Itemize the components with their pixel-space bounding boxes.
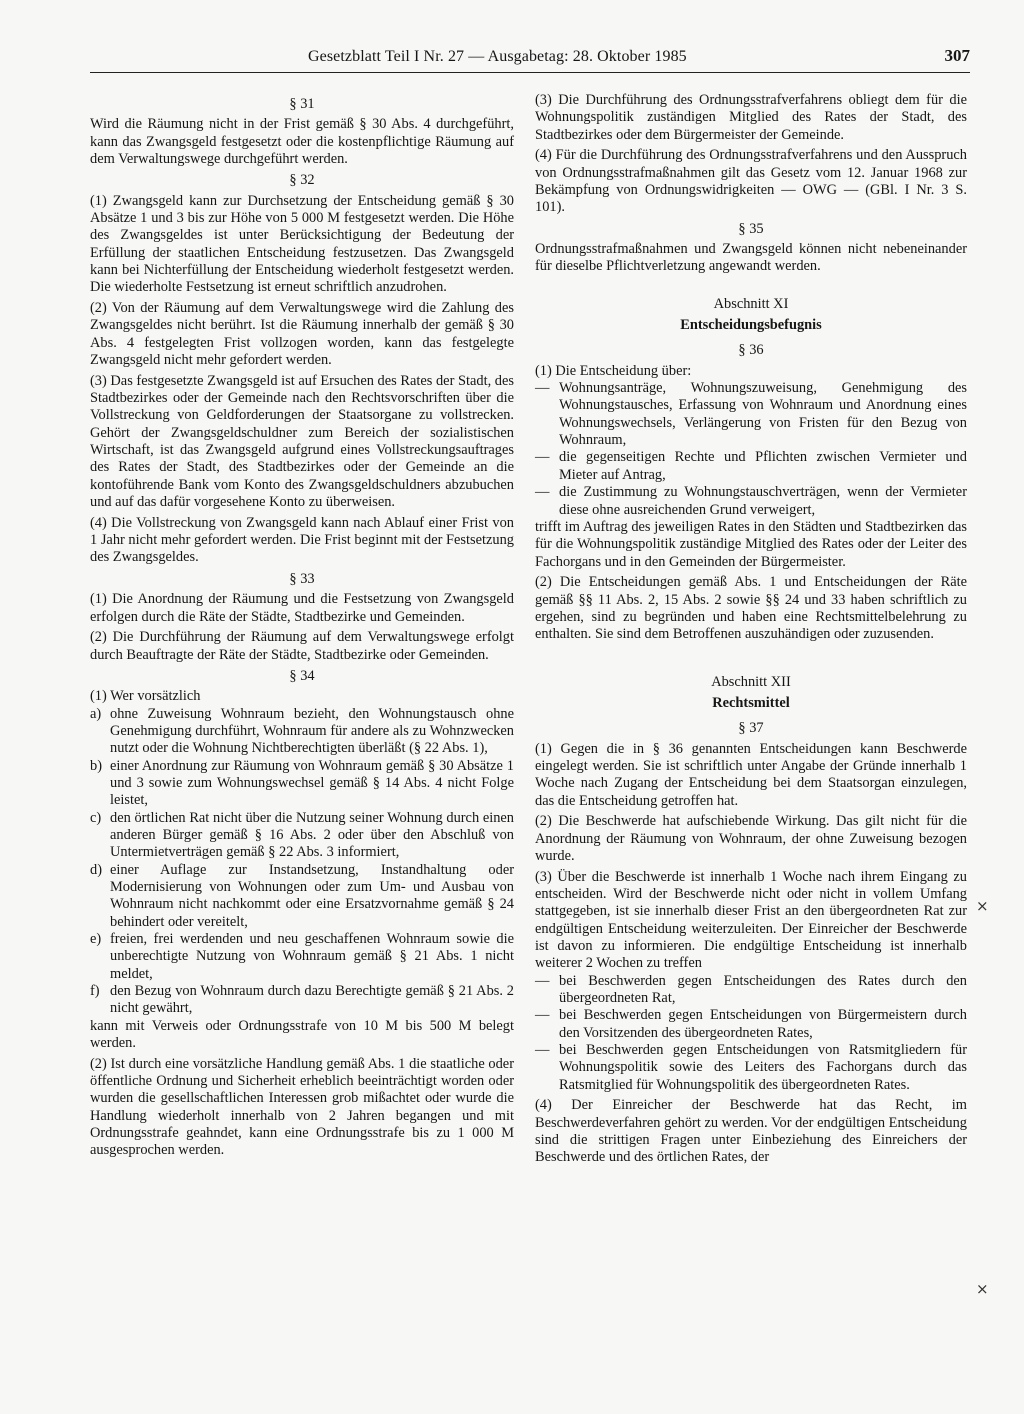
abschnitt-label: Abschnitt XII: [711, 673, 791, 690]
paragraph: (3) Über die Beschwerde ist innerhalb 1 Woche nach ihrem Eingang zu entscheiden. Wird der Beschwerde nicht oder nicht in vollem Umfang stattgegeben, ist sie innerhalb dieser Frist an den übergeordneten Rat zur endgültigen Entscheidung weiterzuleiten. Der Einreicher der Beschwerde ist davon zu informieren. Die endgültige Entscheidung ist innerhalb weiterer 2 Wochen zu treffen: [535, 868, 967, 972]
section-heading-31: § 31: [289, 96, 315, 112]
paragraph: Wird die Räumung nicht in der Frist gemäß § 30 Abs. 4 durchgeführt, kann das Zwangsgeld festgesetzt oder die kostenpflichtige Räumung auf dem Verwaltungswege durchgeführt werden.: [90, 116, 514, 168]
paragraph: (1) Die Anordnung der Räumung und die Festsetzung von Zwangsgeld erfolgen durch die Räte der Städte, Stadtbezirke und Gemeinden.: [90, 591, 514, 625]
item-label: —: [535, 972, 550, 989]
item-label: —: [535, 1042, 550, 1059]
item-text: einer Auflage zur Instandsetzung, Instandhaltung oder Modernisierung von Wohnungen oder zum Um- und Ausbau von Wohnraum nicht nachkommt oder eine Ersatzvornahme gemäß § 24 behindert oder vereitelt,: [110, 861, 514, 930]
paragraph: Ordnungsstrafmaßnahmen und Zwangsgeld können nicht nebeneinander für dieselbe Pflichtverletzung angewandt werden.: [535, 241, 967, 275]
paragraph: (2) Die Beschwerde hat aufschiebende Wirkung. Das gilt nicht für die Anordnung der Räumung von Wohnraum, der ohne Zuweisung bezogen wurde.: [535, 813, 967, 864]
paragraph: trifft im Auftrag des jeweiligen Rates in den Städten und Stadtbezirken das für die Wohnungspolitik zuständige Mitglied des Rates oder der Leiter des Fachorgans und in den Gemeinden der Bürgermeister.: [535, 518, 967, 570]
left-column: [90, 92, 514, 1163]
list-item: [535, 1042, 967, 1094]
section-heading-33: § 33: [289, 570, 315, 587]
paragraph: (1) Gegen die in § 36 genannten Entscheidungen kann Beschwerde eingelegt werden. Sie ist schriftlich unter Angabe der Gründe innerhalb 1 Woche nach Zugang der Entscheidung bei dem Staatsorgan einzulegen, das die Entscheidung getroffen hat.: [535, 740, 967, 809]
paragraph: kann mit Verweis oder Ordnungsstrafe von 10 M bis 500 M belegt werden.: [90, 1017, 514, 1052]
paragraph: (1) Die Entscheidung über:: [535, 362, 692, 379]
paragraph: (3) Das festgesetzte Zwangsgeld ist auf Ersuchen des Rates der Stadt, des Stadtbezirkes oder der Gemeinde nach den Rechtsvorschriften über die Vollstreckung von Geldforderungen der Staatsorgane zu vollstrecken. Gehört der Zwangsgeldschuldner zum Bereich der sozialistischen Wirtschaft, ist das Zwangsgeld aufgrund eines Vollstreckungsauftrages des Rates der Stadt, des Stadtbezirkes oder der Gemeinde an die kontoführende Bank vom Konto des Zwangsgeldschuldners abzubuchen und auf das dafür vorgesehene Konto zu überweisen.: [90, 372, 514, 511]
margin-cross-mark: ×: [976, 1280, 989, 1298]
item-text: den Bezug von Wohnraum durch dazu Berechtigte gemäß § 21 Abs. 2 nicht gewährt,: [110, 983, 514, 1017]
item-label: d): [90, 861, 102, 878]
right-column: [535, 92, 967, 1170]
list-item: [90, 810, 514, 862]
list-item: [90, 862, 514, 931]
list-item: [535, 484, 967, 519]
section-heading-37: § 37: [738, 720, 764, 737]
item-label: c): [90, 809, 102, 826]
list-item: [90, 931, 514, 983]
list-item: [90, 706, 514, 758]
item-text: Wohnungsanträge, Wohnungszuweisung, Genehmigung des Wohnungstausches, Erfassung von Wohnraum und Anordnung eines Wohnungswechsels, Verlängerung von Fristen für den Bezug von Wohnraum,: [559, 380, 967, 449]
section-heading-36: § 36: [738, 342, 764, 359]
list-item: [535, 1007, 967, 1042]
section-heading-35: § 35: [738, 220, 764, 237]
paragraph: (2) Ist durch eine vorsätzliche Handlung gemäß Abs. 1 die staatliche oder öffentliche Ordnung und Sicherheit erheblich beeinträchtigt worden oder wurden die gesellschaftlichen Interessen grob mißachtet oder wurde die Handlung wiederholt innerhalb von 2 Jahren begangen und mit Ordnungsstrafe geahndet, kann eine Ordnungsstrafe bis zu 1 000 M ausgesprochen werden.: [90, 1055, 514, 1159]
paragraph: (3) Die Durchführung des Ordnungsstrafverfahrens obliegt dem für die Wohnungspolitik zuständigen Mitglied des Rates der Stadt, des Stadtbezirkes oder dem Bürgermeister der Gemeinde.: [535, 92, 967, 143]
header-title: Gesetzblatt Teil I Nr. 27 — Ausgabetag: 28. Oktober 1985: [308, 48, 687, 65]
item-label: e): [90, 931, 102, 947]
list-item: [535, 449, 967, 484]
item-text: die Zustimmung zu Wohnungstauschverträgen, wenn der Vermieter diese ohne ausreichenden Grund verweigert,: [559, 484, 967, 518]
item-text: die gegenseitigen Rechte und Pflichten zwischen Vermieter und Mieter auf Antrag,: [559, 449, 967, 483]
item-label: f): [90, 983, 100, 1000]
item-label: —: [535, 1007, 550, 1024]
item-label: a): [90, 705, 102, 722]
item-text: bei Beschwerden gegen Entscheidungen von Bürgermeistern durch den Vorsitzenden des übergeordneten Rates,: [559, 1007, 967, 1041]
margin-cross-mark: ×: [976, 897, 989, 915]
paragraph: (4) Die Vollstreckung von Zwangsgeld kann nach Ablauf einer Frist von 1 Jahr nicht mehr gefordert werden. Die Frist beginnt mit der Festsetzung des Zwangsgeldes.: [90, 514, 514, 566]
abschnitt-label: Abschnitt XI: [713, 295, 789, 312]
list-item: [535, 380, 967, 449]
paragraph: (1) Wer vorsätzlich: [90, 688, 201, 705]
item-text: bei Beschwerden gegen Entscheidungen von Ratsmitgliedern für Wohnungspolitik sowie des Leiters des Fachorgans durch das Ratsmitglied für Wohnungspolitik des übergeordneten Rates.: [559, 1042, 967, 1093]
paragraph: (2) Die Entscheidungen gemäß Abs. 1 und Entscheidungen der Räte gemäß §§ 11 Abs. 2, 15 Abs. 2 sowie §§ 24 und 33 haben schriftlich zu ergehen, sind zu begründen und haben eine Rechtsmittelbelehrung zu enthalten. Sie sind dem Betroffenen auszuhändigen oder zuzusenden.: [535, 574, 967, 643]
item-text: ohne Zuweisung Wohnraum bezieht, den Wohnungstausch ohne Genehmigung durchführt, Wohnraum für andere als zu Wohnzwecken nutzt oder die Wohnung Nichtberechtigten überläßt (§ 22 Abs. 1),: [110, 705, 514, 757]
item-text: freien, frei werdenden und neu geschaffenen Wohnraum sowie die unberechtigte Nutzung von Wohnraum gemäß § 21 Abs. 1 nicht meldet,: [110, 931, 514, 982]
item-label: —: [535, 484, 550, 501]
paragraph: (1) Zwangsgeld kann zur Durchsetzung der Entscheidung gemäß § 30 Absätze 1 und 3 bis zur Höhe von 5 000 M festgesetzt werden. Die Höhe des Zwangsgeldes ist unter Berücksichtigung der Bedeutung der Erfüllung der staatlichen Entscheidung festzusetzen. Das Zwangsgeld kann bei Nichterfüllung der Entscheidung wiederholt festgesetzt werden. Die wiederholte Festsetzung ist erneut schriftlich anzudrohen.: [90, 192, 514, 296]
list-item: [535, 973, 967, 1008]
section-heading-34: § 34: [289, 667, 315, 684]
abschnitt-title: Rechtsmittel: [712, 694, 790, 711]
section-heading-32: § 32: [289, 172, 315, 189]
paragraph: (2) Von der Räumung auf dem Verwaltungswege wird die Zahlung des Zwangsgeldes nicht berührt. Ist die Räumung innerhalb der gemäß § 30 Abs. 4 festgelegten Frist vollzogen worden, kann das festgelegte Zwangsgeld nicht mehr gefordert werden.: [90, 300, 514, 369]
item-label: b): [90, 757, 102, 774]
abschnitt-title: Entscheidungsbefugnis: [680, 317, 822, 334]
item-text: den örtlichen Rat nicht über die Nutzung seiner Wohnung durch einen anderen Bürger gemäß § 16 Abs. 2 oder über den Abschluß von Untermietverträgen gemäß § 22 Abs. 3 informiert,: [110, 809, 514, 861]
paragraph: (2) Die Durchführung der Räumung auf dem Verwaltungswege erfolgt durch Beauftragte der Räte der Städte, Stadtbezirke oder Gemeinden.: [90, 629, 514, 663]
item-label: —: [535, 380, 550, 397]
list-item: [90, 983, 514, 1018]
item-text: bei Beschwerden gegen Entscheidungen des Rates durch den übergeordneten Rat,: [559, 972, 967, 1006]
item-text: einer Anordnung zur Räumung von Wohnraum gemäß § 30 Absätze 1 und 3 sowie zum Wohnungswechsel gemäß § 14 Abs. 4 nicht Folge leistet,: [110, 757, 514, 809]
paragraph: (4) Der Einreicher der Beschwerde hat das Recht, im Beschwerdeverfahren gehört zu werden. Vor der endgültigen Entscheidung sind die strittigen Fragen unter Einbeziehung des Einreichers der Beschwerde und des örtlichen Rates, der: [535, 1097, 967, 1166]
list-item: [90, 758, 514, 810]
paragraph: (4) Für die Durchführung des Ordnungsstrafverfahrens und den Ausspruch von Ordnungsstrafmaßnahmen gilt das Gesetz vom 12. Januar 1968 zur Bekämpfung von Ordnungswidrigkeiten — OWG — (GBl. I Nr. 3 S. 101).: [535, 147, 967, 216]
page-header: [90, 46, 970, 73]
page-number: 307: [944, 46, 970, 65]
item-label: —: [535, 449, 550, 466]
